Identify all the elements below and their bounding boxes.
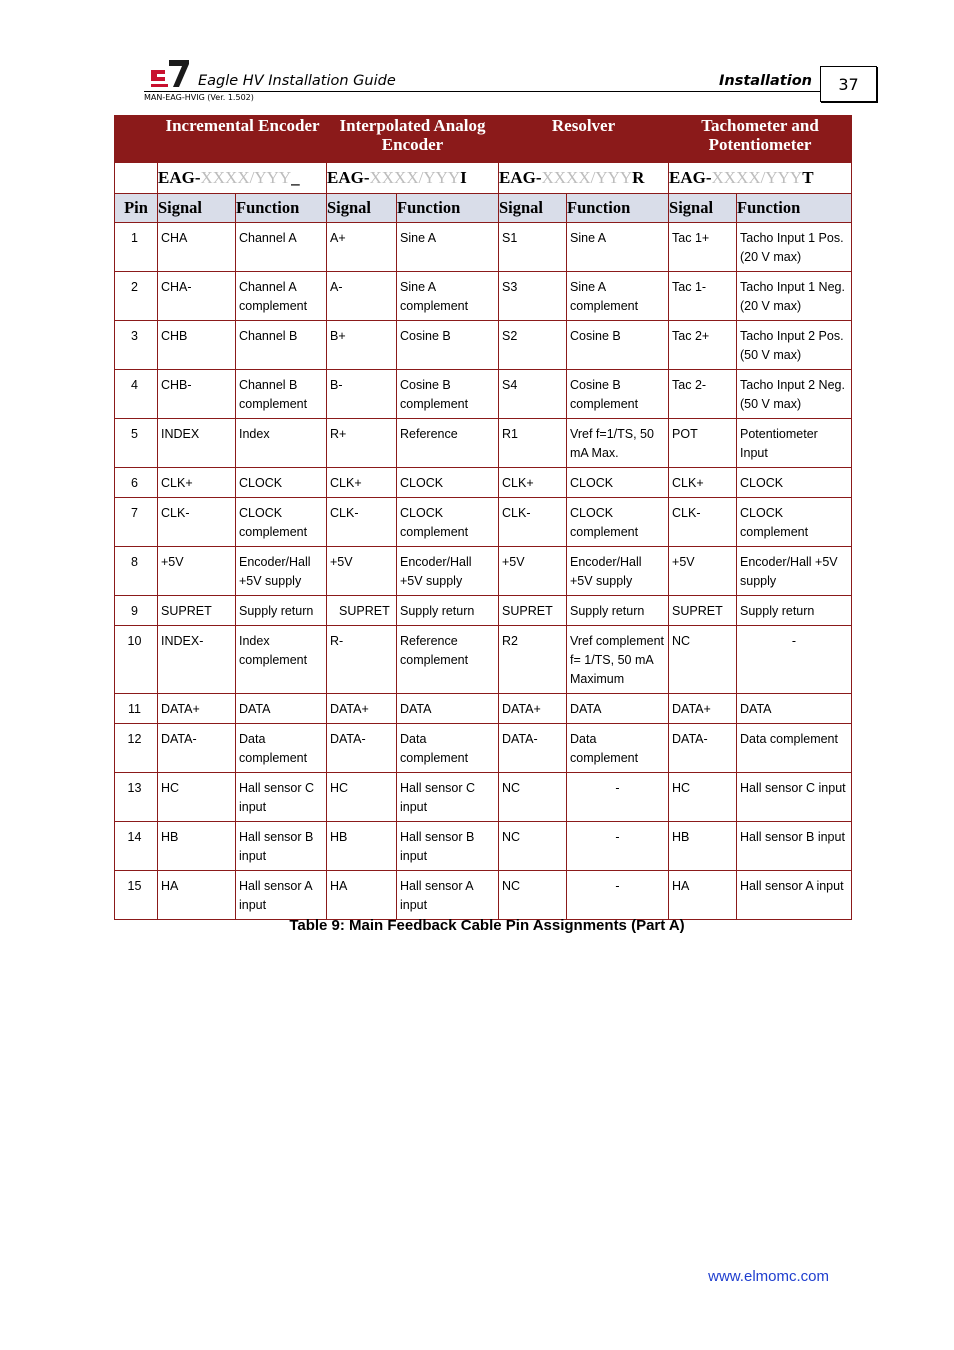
function-cell: CLOCK <box>737 468 852 498</box>
signal-cell: B+ <box>327 321 397 370</box>
signal-cell: CLK- <box>499 498 567 547</box>
pin-number: 1 <box>115 223 158 272</box>
function-cell: Data complement <box>567 724 669 773</box>
column-header-row <box>115 194 852 223</box>
group-header-row <box>115 116 852 163</box>
function-cell: Channel A complement <box>236 272 327 321</box>
signal-cell: R- <box>327 626 397 694</box>
pin-number: 8 <box>115 547 158 596</box>
signal-cell: DATA+ <box>499 694 567 724</box>
signal-cell: CLK+ <box>499 468 567 498</box>
function-cell: Index complement <box>236 626 327 694</box>
col-function: Function <box>397 194 499 223</box>
function-cell: Encoder/Hall +5V supply <box>737 547 852 596</box>
signal-cell: HB <box>158 822 236 871</box>
model-incremental: EAG-XXXX/YYY_ <box>158 163 327 194</box>
group-name: Incremental Encoder <box>165 116 320 135</box>
signal-cell: NC <box>669 626 737 694</box>
document-version: MAN-EAG-HVIG (Ver. 1.502) <box>144 93 254 102</box>
function-cell: Hall sensor A input <box>397 871 499 920</box>
function-cell: - <box>567 822 669 871</box>
signal-cell: INDEX- <box>158 626 236 694</box>
signal-cell: CLK- <box>327 498 397 547</box>
signal-cell: SUPRET <box>158 596 236 626</box>
signal-cell: HB <box>327 822 397 871</box>
signal-cell: DATA- <box>499 724 567 773</box>
function-cell: - <box>567 871 669 920</box>
signal-cell: DATA- <box>158 724 236 773</box>
signal-cell: HC <box>669 773 737 822</box>
function-cell: Supply return <box>567 596 669 626</box>
pin-number: 9 <box>115 596 158 626</box>
table-row <box>115 871 852 920</box>
function-cell: Channel B complement <box>236 370 327 419</box>
model-resolver: EAG-XXXX/YYYR <box>499 163 669 194</box>
signal-cell: A+ <box>327 223 397 272</box>
function-cell: Supply return <box>737 596 852 626</box>
table-row <box>115 321 852 370</box>
col-signal: Signal <box>669 194 737 223</box>
function-cell: Supply return <box>397 596 499 626</box>
function-cell: Encoder/Hall +5V supply <box>236 547 327 596</box>
function-cell: Encoder/Hall +5V supply <box>397 547 499 596</box>
pin-number: 5 <box>115 419 158 468</box>
function-cell: Cosine B <box>397 321 499 370</box>
signal-cell: CHB- <box>158 370 236 419</box>
table-row <box>115 822 852 871</box>
pin-number: 4 <box>115 370 158 419</box>
signal-cell: HA <box>669 871 737 920</box>
signal-cell: CHA <box>158 223 236 272</box>
signal-cell: S1 <box>499 223 567 272</box>
signal-cell: S2 <box>499 321 567 370</box>
table-row <box>115 694 852 724</box>
table-row <box>115 596 852 626</box>
function-cell: Cosine B <box>567 321 669 370</box>
function-cell: CLOCK <box>236 468 327 498</box>
table-row <box>115 468 852 498</box>
model-empty-cell <box>115 163 158 194</box>
signal-cell: B- <box>327 370 397 419</box>
signal-cell: NC <box>499 822 567 871</box>
model-tachometer: EAG-XXXX/YYYT <box>669 163 852 194</box>
signal-cell: CLK+ <box>327 468 397 498</box>
function-cell: CLOCK complement <box>737 498 852 547</box>
function-cell: - <box>737 626 852 694</box>
signal-cell: R1 <box>499 419 567 468</box>
signal-cell: +5V <box>499 547 567 596</box>
table-caption: Table 9: Main Feedback Cable Pin Assignments (Part A) <box>289 917 685 934</box>
col-pin: Pin <box>115 194 158 223</box>
document-title: Eagle HV Installation Guide <box>198 73 396 89</box>
table-row <box>115 773 852 822</box>
signal-cell: HC <box>158 773 236 822</box>
col-function: Function <box>236 194 327 223</box>
group-resolver <box>499 116 669 163</box>
function-cell: CLOCK complement <box>397 498 499 547</box>
signal-cell: S3 <box>499 272 567 321</box>
signal-cell: CLK- <box>158 498 236 547</box>
signal-cell: HB <box>669 822 737 871</box>
group-interpolated-analog-encoder <box>327 116 499 163</box>
group-name: Interpolated Analog Encoder <box>339 116 486 154</box>
function-cell: Tacho Input 2 Pos. (50 V max) <box>737 321 852 370</box>
table-row <box>115 419 852 468</box>
table-row <box>115 370 852 419</box>
pin-number: 7 <box>115 498 158 547</box>
signal-cell: HA <box>158 871 236 920</box>
signal-cell: DATA+ <box>158 694 236 724</box>
page-number: 37 <box>820 66 877 102</box>
pin-number: 15 <box>115 871 158 920</box>
function-cell: DATA <box>567 694 669 724</box>
signal-cell: DATA+ <box>327 694 397 724</box>
pin-number: 2 <box>115 272 158 321</box>
pin-number: 13 <box>115 773 158 822</box>
signal-cell: INDEX <box>158 419 236 468</box>
signal-cell: POT <box>669 419 737 468</box>
signal-cell: A- <box>327 272 397 321</box>
function-cell: Vref complement f= 1/TS, 50 mA Maximum <box>567 626 669 694</box>
function-cell: Hall sensor A input <box>737 871 852 920</box>
function-cell: Sine A complement <box>567 272 669 321</box>
signal-cell: HC <box>327 773 397 822</box>
signal-cell: CHB <box>158 321 236 370</box>
function-cell: Cosine B complement <box>567 370 669 419</box>
pin-number: 12 <box>115 724 158 773</box>
signal-cell: Tac 1+ <box>669 223 737 272</box>
signal-cell: +5V <box>158 547 236 596</box>
signal-cell: +5V <box>669 547 737 596</box>
model-interpolated: EAG-XXXX/YYYI <box>327 163 499 194</box>
signal-cell: S4 <box>499 370 567 419</box>
signal-cell: NC <box>499 871 567 920</box>
signal-cell: DATA- <box>669 724 737 773</box>
pin-number: 14 <box>115 822 158 871</box>
signal-cell: SUPRET <box>499 596 567 626</box>
table-row <box>115 724 852 773</box>
function-cell: Vref f=1/TS, 50 mA Max. <box>567 419 669 468</box>
signal-cell: DATA- <box>327 724 397 773</box>
function-cell: CLOCK <box>397 468 499 498</box>
signal-cell: R+ <box>327 419 397 468</box>
function-cell: Cosine B complement <box>397 370 499 419</box>
function-cell: Data complement <box>397 724 499 773</box>
function-cell: DATA <box>737 694 852 724</box>
function-cell: Data complement <box>737 724 852 773</box>
function-cell: Sine A <box>567 223 669 272</box>
elmo-logo-icon <box>149 58 189 88</box>
function-cell: Index <box>236 419 327 468</box>
function-cell: Tacho Input 1 Pos. (20 V max) <box>737 223 852 272</box>
footer-url[interactable]: www.elmomc.com <box>708 1268 829 1285</box>
col-function: Function <box>737 194 852 223</box>
function-cell: CLOCK complement <box>236 498 327 547</box>
function-cell: DATA <box>397 694 499 724</box>
signal-cell: CLK- <box>669 498 737 547</box>
signal-cell: DATA+ <box>669 694 737 724</box>
function-cell: Tacho Input 1 Neg. (20 V max) <box>737 272 852 321</box>
signal-cell: Tac 1- <box>669 272 737 321</box>
signal-cell: SUPRET <box>327 596 397 626</box>
function-cell: Sine A <box>397 223 499 272</box>
function-cell: CLOCK <box>567 468 669 498</box>
signal-cell: CLK+ <box>669 468 737 498</box>
function-cell: Tacho Input 2 Neg. (50 V max) <box>737 370 852 419</box>
function-cell: Potentiometer Input <box>737 419 852 468</box>
function-cell: Hall sensor B input <box>397 822 499 871</box>
function-cell: Sine A complement <box>397 272 499 321</box>
function-cell: Data complement <box>236 724 327 773</box>
table-row <box>115 547 852 596</box>
group-name: Tachometer and Potentiometer <box>701 116 819 154</box>
signal-cell: +5V <box>327 547 397 596</box>
pin-assignment-table <box>114 115 852 920</box>
group-tachometer-potentiometer <box>669 116 852 163</box>
function-cell: Hall sensor C input <box>236 773 327 822</box>
header-rule <box>144 91 820 92</box>
signal-cell: CHA- <box>158 272 236 321</box>
group-name: Resolver <box>551 116 616 135</box>
function-cell: Supply return <box>236 596 327 626</box>
function-cell: Hall sensor A input <box>236 871 327 920</box>
pin-number: 3 <box>115 321 158 370</box>
function-cell: Channel B <box>236 321 327 370</box>
pin-rows <box>115 223 852 920</box>
function-cell: Reference <box>397 419 499 468</box>
pin-number: 11 <box>115 694 158 724</box>
col-function: Function <box>567 194 669 223</box>
col-signal: Signal <box>158 194 236 223</box>
function-cell: Hall sensor B input <box>236 822 327 871</box>
model-row <box>115 163 852 194</box>
function-cell: Hall sensor C input <box>737 773 852 822</box>
pin-number: 10 <box>115 626 158 694</box>
signal-cell: SUPRET <box>669 596 737 626</box>
pin-number: 6 <box>115 468 158 498</box>
function-cell: CLOCK complement <box>567 498 669 547</box>
function-cell: Hall sensor C input <box>397 773 499 822</box>
col-signal: Signal <box>499 194 567 223</box>
group-incremental-encoder <box>115 116 327 163</box>
function-cell: Channel A <box>236 223 327 272</box>
signal-cell: R2 <box>499 626 567 694</box>
function-cell: Hall sensor B input <box>737 822 852 871</box>
table-row <box>115 272 852 321</box>
col-signal: Signal <box>327 194 397 223</box>
function-cell: - <box>567 773 669 822</box>
function-cell: Encoder/Hall +5V supply <box>567 547 669 596</box>
table-row <box>115 498 852 547</box>
function-cell: DATA <box>236 694 327 724</box>
table-row <box>115 223 852 272</box>
signal-cell: NC <box>499 773 567 822</box>
table-row <box>115 626 852 694</box>
signal-cell: Tac 2+ <box>669 321 737 370</box>
signal-cell: HA <box>327 871 397 920</box>
section-name: Installation <box>719 73 812 89</box>
signal-cell: Tac 2- <box>669 370 737 419</box>
signal-cell: CLK+ <box>158 468 236 498</box>
function-cell: Reference complement <box>397 626 499 694</box>
